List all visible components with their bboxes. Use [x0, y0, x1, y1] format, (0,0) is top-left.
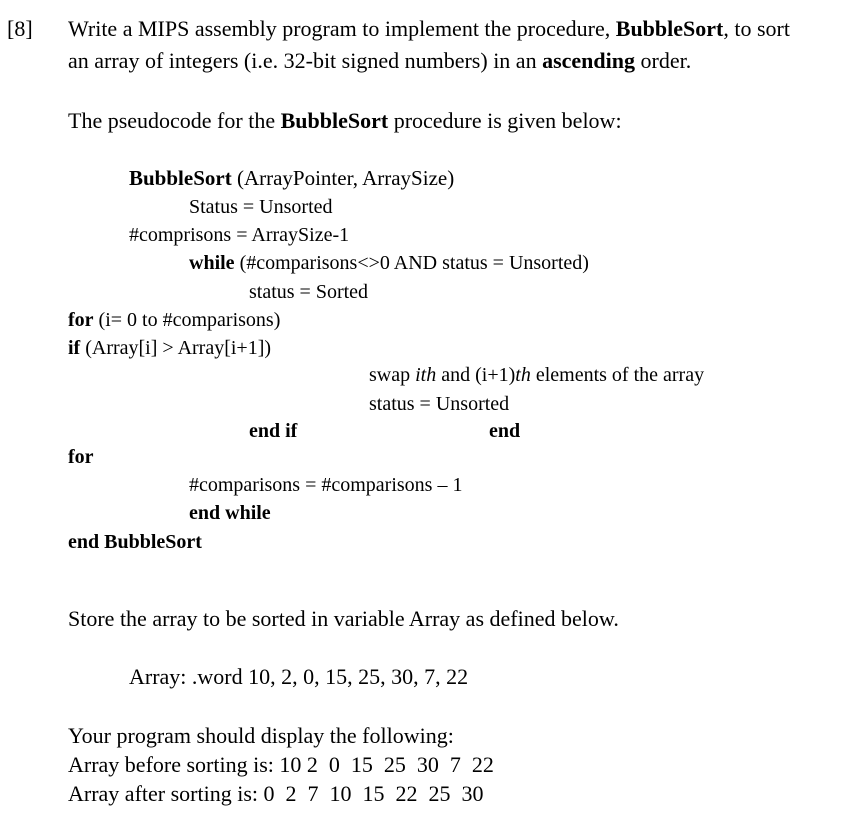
end-while-keyword: end while — [189, 502, 271, 524]
while-line — [189, 253, 589, 273]
output-intro: Your program should display the following: — [68, 723, 454, 748]
intro-text: , to sort — [723, 16, 790, 41]
end-for-part-2 — [68, 447, 94, 467]
end-for-keyword: end — [489, 420, 521, 442]
swap-italic: th — [515, 364, 531, 386]
intro-line-2 — [68, 50, 691, 72]
intro-text: Write a MIPS assembly program to implement the procedure, — [68, 16, 616, 41]
comparisons-init: #comprisons = ArraySize-1 — [129, 224, 350, 246]
order-keyword: ascending — [542, 48, 635, 73]
procedure-name: BubbleSort — [615, 16, 724, 41]
pseudo-header — [129, 168, 454, 189]
end-if — [249, 421, 297, 441]
swap-text: elements of the array — [530, 364, 705, 386]
pseudo-intro — [68, 110, 622, 132]
for-keyword: for — [68, 309, 94, 331]
intro-text: an array of integers (i.e. 32-bit signed numbers) in an — [68, 48, 543, 73]
while-condition: (#comparisons<>0 AND status = Unsorted) — [234, 252, 589, 274]
marks-label: [8] — [7, 16, 33, 41]
if-line — [68, 338, 271, 358]
end-procedure-keyword: end BubbleSort — [68, 531, 202, 553]
end-if-keyword: end if — [249, 420, 298, 442]
storage-instruction: Store the array to be sorted in variable Array as defined below. — [68, 606, 619, 631]
decrement-line: #comparisons = #comparisons – 1 — [189, 474, 463, 496]
status-sorted: status = Sorted — [249, 281, 369, 303]
for-line — [68, 310, 280, 330]
procedure-keyword: BubbleSort — [129, 166, 232, 190]
intro-text: procedure is given below: — [388, 108, 622, 133]
end-for-keyword: for — [68, 446, 94, 468]
end-procedure — [68, 532, 202, 552]
intro-text: The pseudocode for the — [68, 108, 281, 133]
if-keyword: if — [68, 337, 81, 359]
output-after: Array after sorting is: 0 2 7 10 15 22 25 30 — [68, 781, 484, 806]
procedure-name: BubbleSort — [280, 108, 389, 133]
status-init: Status = Unsorted — [189, 196, 333, 218]
while-keyword: while — [189, 252, 235, 274]
intro-text: order. — [635, 48, 692, 73]
status-unsorted: status = Unsorted — [369, 393, 510, 415]
swap-text: and (i+1) — [436, 364, 516, 386]
intro-line-1 — [68, 18, 790, 40]
procedure-args: (ArrayPointer, ArraySize) — [231, 166, 455, 190]
end-for-part-1 — [489, 421, 520, 441]
swap-italic: ith — [415, 364, 437, 386]
swap-text: swap — [369, 364, 416, 386]
output-before: Array before sorting is: 10 2 0 15 25 30 7 22 — [68, 752, 494, 777]
if-condition: (Array[i] > Array[i+1]) — [80, 337, 272, 359]
for-range: (i= 0 to #comparisons) — [93, 309, 281, 331]
end-while — [189, 503, 271, 523]
array-declaration: Array: .word 10, 2, 0, 15, 25, 30, 7, 22 — [129, 664, 469, 689]
swap-line — [369, 365, 704, 385]
